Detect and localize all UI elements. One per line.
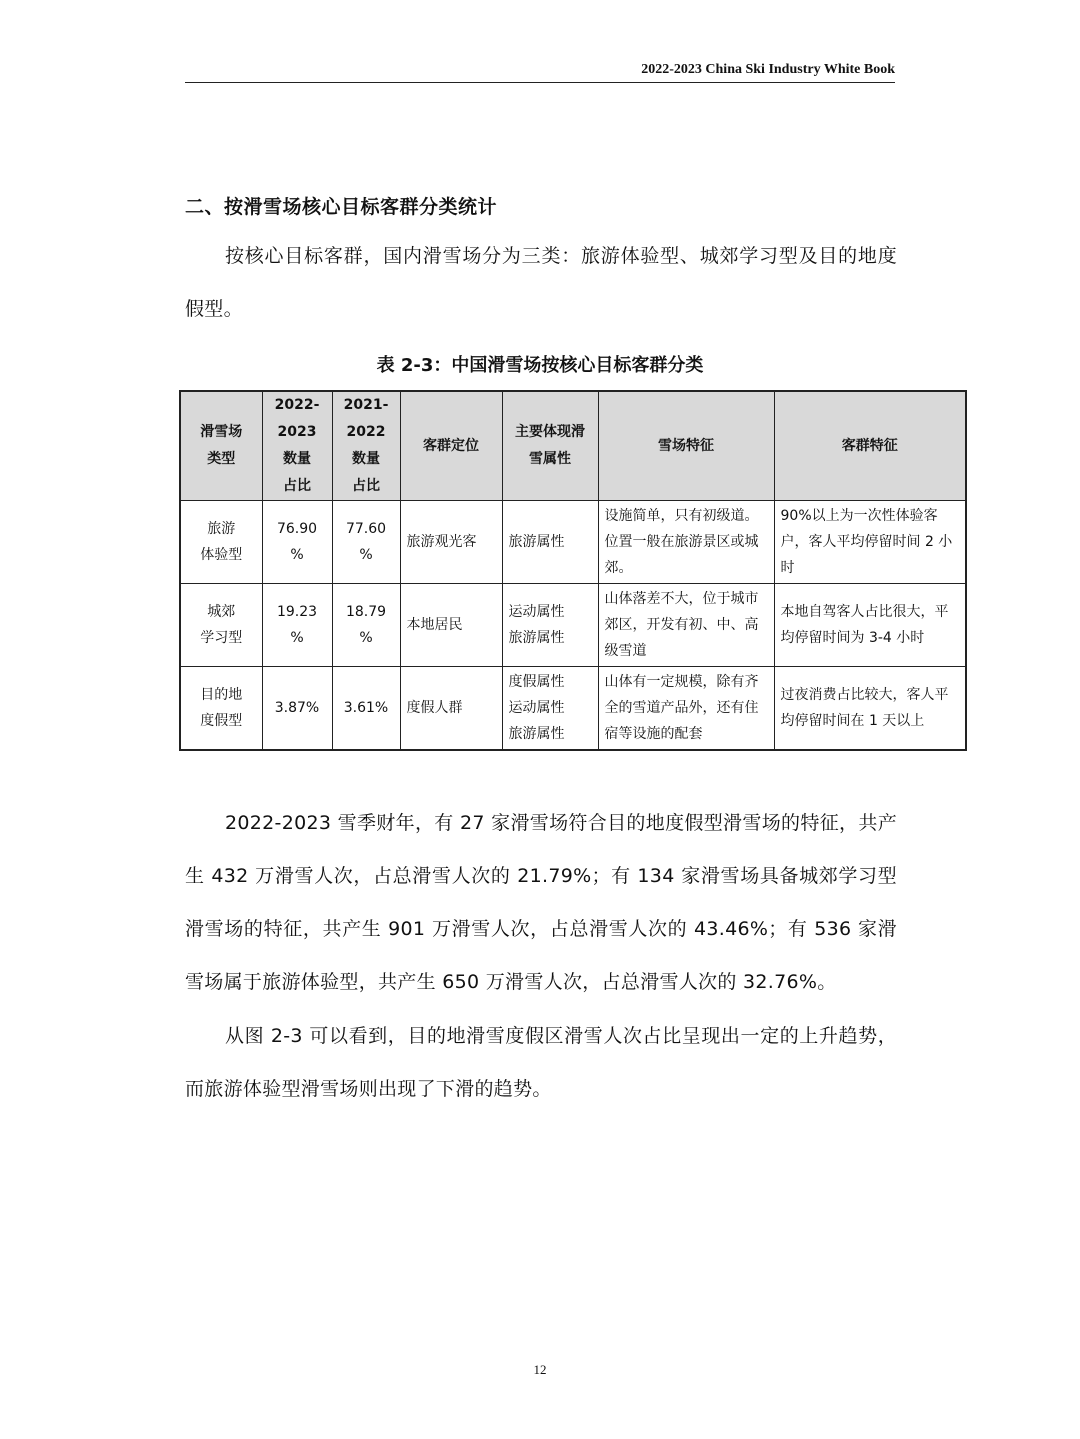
cell-attributes: 旅游属性: [502, 501, 598, 584]
cell-type: 城郊 学习型: [180, 584, 262, 667]
cell-share-2022: 3.61%: [332, 667, 400, 751]
table-row: [180, 667, 966, 751]
header-share-2022: 2021- 2022 数量 占比: [332, 391, 400, 501]
cell-positioning: 旅游观光客: [400, 501, 502, 584]
cell-positioning: 本地居民: [400, 584, 502, 667]
section-heading: 二、按滑雪场核心目标客群分类统计: [185, 196, 498, 218]
cell-attributes: 运动属性 旅游属性: [502, 584, 598, 667]
header-customer-features: 客群特征: [774, 391, 966, 501]
cell-customer-features: 过夜消费占比较大，客人平均停留时间在 1 天以上: [774, 667, 966, 751]
ski-resort-classification-table: [179, 390, 967, 751]
cell-customer-features: 本地自驾客人占比很大，平均停留时间为 3-4 小时: [774, 584, 966, 667]
header-resort-features: 雪场特征: [598, 391, 774, 501]
cell-type: 目的地 度假型: [180, 667, 262, 751]
header-type: 滑雪场 类型: [180, 391, 262, 501]
cell-resort-features: 设施简单，只有初级道。位置一般在旅游景区或城郊。: [598, 501, 774, 584]
intro-paragraph: 按核心目标客群，国内滑雪场分为三类：旅游体验型、城郊学习型及目的地度假型。: [185, 245, 897, 320]
cell-positioning: 度假人群: [400, 667, 502, 751]
cell-resort-features: 山体有一定规模，除有齐全的雪道产品外，还有住宿等设施的配套: [598, 667, 774, 751]
cell-resort-features: 山体落差不大，位于城市郊区，开发有初、中、高级雪道: [598, 584, 774, 667]
header-attributes: 主要体现滑 雪属性: [502, 391, 598, 501]
trend-paragraph: 从图 2-3 可以看到，目的地滑雪度假区滑雪人次占比呈现出一定的上升趋势，而旅游体验型滑雪场则出现了下滑的趋势。: [185, 1025, 897, 1100]
cell-share-2022: 77.60 %: [332, 501, 400, 584]
cell-share-2023: 3.87%: [262, 667, 332, 751]
page-number: 12: [533, 1362, 547, 1377]
cell-attributes: 度假属性 运动属性 旅游属性: [502, 667, 598, 751]
table-header-row: [180, 391, 966, 501]
header-share-2023: 2022- 2023 数量 占比: [262, 391, 332, 501]
table-row: [180, 501, 966, 584]
cell-share-2022: 18.79 %: [332, 584, 400, 667]
cell-share-2023: 76.90 %: [262, 501, 332, 584]
header-rule: [185, 82, 895, 83]
cell-type: 旅游 体验型: [180, 501, 262, 584]
table-row: [180, 584, 966, 667]
cell-share-2023: 19.23 %: [262, 584, 332, 667]
running-header-title: 2022-2023 China Ski Industry White Book: [641, 62, 895, 77]
header-positioning: 客群定位: [400, 391, 502, 501]
cell-customer-features: 90%以上为一次性体验客户，客人平均停留时间 2 小时: [774, 501, 966, 584]
statistics-paragraph: 2022-2023 雪季财年，有 27 家滑雪场符合目的地度假型滑雪场的特征，共产生 432 万滑雪人次，占总滑雪人次的 21.79%；有 134 家滑雪场具备城郊学习型滑雪场的特征，共产生 901 万滑雪人次，占总滑雪人次的 43.46%；有 536 家滑雪场属于旅游体验型，共产生 650 万滑雪人次，占总滑雪人次的 32.76%。: [185, 812, 897, 993]
table-caption: 表 2-3：中国滑雪场按核心目标客群分类: [376, 355, 704, 376]
